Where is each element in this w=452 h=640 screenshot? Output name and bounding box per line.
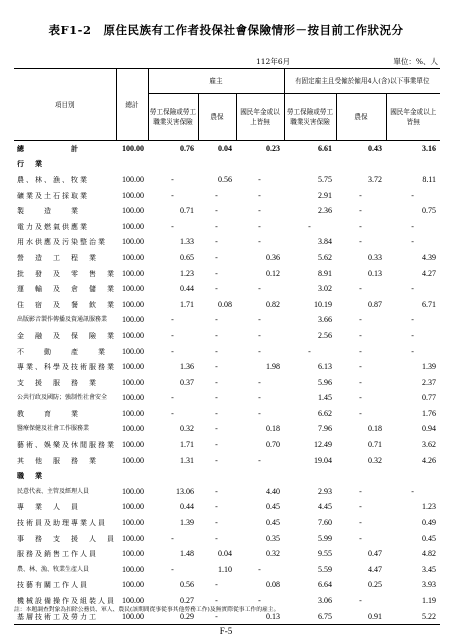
table-row [14,500,440,516]
cell-value: - [215,330,218,340]
footnote: 註：本題調查對象為扣除公務員、軍人、農民(該期間從事從事其他勞務工作)及無實際從事工作的雇主。 [14,607,280,613]
cell-value: 100.00 [122,252,144,262]
header-pension-1: 國民年金或以上皆無 [236,94,284,141]
cell-value: - [359,284,362,294]
cell-value: - [258,284,261,294]
row-label: 電力及燃氣供應業 [17,222,89,231]
cell-value: - [171,330,174,340]
cell-value [236,468,284,484]
cell-value: 0.27 [180,596,194,606]
cell-value: - [215,315,218,325]
cell-value: - [308,221,311,231]
cell-value: 4.39 [422,252,437,262]
cell-value: 100.00 [122,330,144,340]
row-label: 專業、科學及技術服務業 [17,363,116,372]
cell-value: - [359,362,362,372]
cell-value: 100.00 [122,284,144,294]
page-number: F-5 [219,626,233,636]
cell-value: 1.23 [180,268,194,278]
table-row [14,578,440,594]
row-label: 礦業及土石採取業 [17,191,89,200]
cell-value: 1.31 [180,455,194,465]
cell-value: 100.00 [122,268,144,278]
cell-value: - [258,330,261,340]
table-row [14,235,440,251]
cell-value [148,468,198,484]
cell-value: 1.39 [180,518,194,528]
cell-value: 1.33 [180,237,194,247]
cell-value: 0.04 [218,549,232,559]
cell-value: - [215,377,218,387]
cell-value: 1.76 [422,408,437,418]
row-label: 機械設備操作及組裝人員 [17,597,116,606]
cell-value: 4.47 [368,564,383,574]
cell-value: 0.94 [422,424,437,434]
cell-value: - [215,284,218,294]
cell-value: 3.16 [422,143,437,153]
cell-value: 0.56 [180,580,194,590]
row-label: 職 業 [17,471,44,481]
cell-value: 0.08 [266,580,281,590]
cell-value: - [359,206,362,216]
row-label: 其 他 服 務 業 [17,456,98,465]
cell-value: 3.66 [318,315,333,325]
cell-value: - [215,408,218,418]
cell-value: - [215,237,218,247]
cell-value: - [258,408,261,418]
header-farmer-2: 農保 [336,94,386,141]
cell-value: - [359,533,362,543]
cell-value: - [359,237,362,247]
cell-value: 9.55 [318,549,333,559]
cell-value: - [171,174,174,184]
cell-value: 4.40 [266,486,281,496]
row-label: 行 業 [17,159,44,169]
table-row [14,437,440,453]
header-farmer-1: 農保 [198,94,236,141]
row-label: 基層技術工及勞力工 [14,609,116,625]
row-label: 住 宿 及 餐 飲 業 [17,300,116,309]
cell-value: - [359,377,362,387]
cell-value: 5.62 [318,252,333,262]
row-label: 金 融 及 保 險 業 [17,331,116,340]
cell-value: 6.64 [318,580,333,590]
table-row [14,531,440,547]
row-label: 技術員及助理專業人員 [17,519,107,528]
cell-value: 0.75 [422,206,437,216]
cell-value: 0.56 [218,174,232,184]
cell-value: 6.13 [318,362,333,372]
cell-value: - [171,190,174,200]
table-row [14,453,440,469]
cell-value: 100.00 [122,315,144,325]
cell-value: 2.56 [318,330,333,340]
table-row [14,250,440,266]
cell-value: - [215,486,218,496]
cell-value: 3.93 [422,580,437,590]
cell-value: - [359,502,362,512]
cell-value: 1.36 [180,362,194,372]
cell-value [116,468,148,484]
cell-value: 5.96 [318,377,333,387]
cell-value: 5.22 [386,609,440,625]
cell-value: 100.00 [122,424,144,434]
cell-value: - [215,440,218,450]
row-label: 公共行政及國防；強制性社會安全 [17,394,108,402]
cell-value [236,157,284,173]
cell-value: - [258,174,261,184]
row-label: 技藝有關工作人員 [17,581,89,590]
header-employer: 雇主 [148,69,284,94]
cell-value: 0.35 [266,533,281,543]
cell-value: 100.00 [122,299,144,309]
cell-value: - [411,330,414,340]
table-row [14,515,440,531]
cell-value: 3.62 [422,440,437,450]
table-row [14,546,440,562]
cell-value: 0.45 [422,533,437,543]
row-label: 不 動 產 業 [17,347,107,356]
cell-value: 100.00 [122,143,144,153]
cell-value: - [171,564,174,574]
cell-value: - [215,580,218,590]
table-row [14,141,440,157]
cell-value: - [171,315,174,325]
cell-value: - [258,596,261,606]
table-row [14,297,440,313]
cell-value: 0.71 [180,206,194,216]
header-labor-2: 勞工保險或勞工職業災害保險 [284,94,336,141]
cell-value: - [359,221,362,231]
table-row [14,172,440,188]
cell-value: 0.82 [266,299,281,309]
table-meta [0,56,452,68]
data-table [14,68,440,625]
table-row [14,219,440,235]
cell-value: - [258,237,261,247]
table-row [14,468,440,484]
cell-value: 1.23 [422,502,437,512]
cell-value: - [359,486,362,496]
cell-value: - [215,533,218,543]
cell-value: 0.77 [422,393,437,403]
cell-value: 100.00 [122,486,144,496]
cell-value: 5.75 [318,174,333,184]
cell-value: - [359,346,362,356]
cell-value: 0.47 [368,549,383,559]
cell-value: - [411,190,414,200]
cell-value: 0.91 [336,609,386,625]
row-label: 農、林、漁、牧業生產人員 [17,565,90,573]
cell-value: 100.00 [122,564,144,574]
cell-value: 5.59 [318,564,333,574]
cell-value: - [215,502,218,512]
cell-value: - [215,252,218,262]
cell-value: - [359,596,362,606]
row-label: 教 育 業 [17,409,80,418]
cell-value: 0.37 [180,377,194,387]
cell-value: - [258,206,261,216]
cell-value: 2.36 [318,206,333,216]
row-label: 運 輸 及 倉 儲 業 [17,285,116,294]
table-row [14,157,440,173]
cell-value: 0.32 [368,455,383,465]
cell-value: 7.60 [318,518,333,528]
cell-value: 100.00 [122,190,144,200]
cell-value: 0.70 [266,440,281,450]
cell-value: - [258,190,261,200]
cell-value: 10.19 [314,299,333,309]
cell-value: 19.04 [314,455,333,465]
cell-value: 1.19 [422,596,437,606]
cell-value: 3.84 [318,237,333,247]
cell-value: - [359,315,362,325]
cell-value: 0.33 [368,252,383,262]
cell-value: 2.91 [318,190,333,200]
cell-value: - [359,518,362,528]
table-row [14,484,440,500]
cell-value: 100.00 [122,174,144,184]
row-label: 營 造 工 程 業 [17,253,98,262]
cell-value: 100.00 [122,440,144,450]
cell-value: 100.00 [122,596,144,606]
cell-value: 100.00 [122,206,144,216]
cell-value: - [359,393,362,403]
cell-value: 100.00 [122,455,144,465]
row-label: 民意代表、主管及經理人員 [17,487,90,495]
cell-value: 3.06 [318,596,333,606]
cell-value: 0.87 [368,299,383,309]
cell-value: - [171,533,174,543]
row-label: 事 務 支 援 人 員 [17,534,116,543]
cell-value: 7.96 [318,424,333,434]
survey-date: 112年6月 [256,57,291,66]
cell-value [198,468,236,484]
cell-value: - [411,237,414,247]
cell-value: 0.13 [236,609,284,625]
cell-value: 0.08 [218,299,232,309]
row-label: 農、林、漁、牧業 [17,175,89,184]
cell-value [336,157,386,173]
cell-value: 8.91 [318,268,333,278]
header-item: 項目別 [14,69,116,141]
cell-value: - [215,455,218,465]
cell-value: - [215,596,218,606]
cell-value: 100.00 [122,237,144,247]
cell-value: - [215,518,218,528]
cell-value: 6.71 [422,299,437,309]
cell-value: - [258,346,261,356]
cell-value: 2.93 [318,486,333,496]
cell-value: 100.00 [122,518,144,528]
cell-value: 0.32 [180,424,194,434]
cell-value: 8.11 [422,174,437,184]
cell-value: 3.02 [318,284,333,294]
header-total: 總計 [116,69,148,141]
cell-value: 100.00 [122,549,144,559]
row-label: 專 業 人 員 [17,503,80,512]
cell-value: 4.45 [318,502,333,512]
cell-value: 0.49 [422,518,437,528]
cell-value: - [411,221,414,231]
cell-value: 0.18 [368,424,383,434]
cell-value: - [359,190,362,200]
cell-value: - [258,221,261,231]
cell-value: 0.32 [266,549,281,559]
cell-value: - [171,221,174,231]
table-row [14,281,440,297]
row-label: 用水供應及污染整治業 [17,238,107,247]
cell-value: 100.00 [122,408,144,418]
cell-value: - [258,393,261,403]
cell-value: 6.75 [284,609,336,625]
cell-value: 0.04 [218,143,232,153]
cell-value [284,157,336,173]
cell-value: 5.99 [318,533,333,543]
cell-value: - [411,486,414,496]
cell-value: 6.61 [318,143,333,153]
cell-value: - [215,190,218,200]
cell-value: - [411,284,414,294]
cell-value: 6.62 [318,408,333,418]
header-labor-1: 勞工保險或勞工職業災害保險 [148,94,198,141]
row-label: 製 造 業 [17,207,80,216]
table-row [14,328,440,344]
table-row [14,375,440,391]
cell-value: - [171,346,174,356]
cell-value: 4.26 [422,455,437,465]
cell-value [198,157,236,173]
cell-value: 0.43 [368,143,383,153]
cell-value: 100.00 [122,393,144,403]
table-row [14,422,440,438]
cell-value: - [411,346,414,356]
cell-value: 100.00 [122,221,144,231]
cell-value: 0.76 [180,143,194,153]
cell-value: 1.45 [318,393,333,403]
cell-value: 3.45 [422,564,437,574]
cell-value: - [215,206,218,216]
table-title: 表F1-2 原住民族有工作者投保社會保險情形－按目前工作狀況分 [48,23,404,37]
cell-value: 100.00 [122,533,144,543]
cell-value: - [215,268,218,278]
cell-value: - [215,346,218,356]
cell-value: - [215,393,218,403]
cell-value: 100.00 [122,346,144,356]
cell-value: - [171,393,174,403]
cell-value: 1.10 [218,564,232,574]
table-row [14,391,440,407]
header-pension-2: 國民年金或以上皆無 [386,94,440,141]
cell-value: 0.18 [266,424,281,434]
table-row [14,188,440,204]
table-row [14,359,440,375]
row-label: 支 援 服 務 業 [17,378,98,387]
row-label: 服務及銷售工作人員 [17,550,98,559]
cell-value: - [215,221,218,231]
cell-value [116,157,148,173]
cell-value: - [215,424,218,434]
cell-value: 1.39 [422,362,437,372]
cell-value: 0.44 [180,502,194,512]
row-label: 總 計 [17,143,98,153]
cell-value: 1.48 [180,549,194,559]
table-row [14,562,440,578]
cell-value: 0.71 [368,440,383,450]
cell-value: 0.44 [180,284,194,294]
cell-value: 0.45 [266,518,281,528]
cell-value: - [215,362,218,372]
table-row [14,344,440,360]
cell-value: 0.12 [266,268,281,278]
cell-value: 0.29 [148,609,198,625]
table-row [14,313,440,329]
cell-value: 0.65 [180,252,194,262]
cell-value: 100.00 [122,580,144,590]
cell-value: 1.98 [266,362,281,372]
cell-value: 100.00 [122,377,144,387]
header-employer-sub: 有固定雇主且受僱於僱用4人(含)以下事業單位 [284,69,440,94]
row-label: 藝術、娛樂及休閒服務業 [17,441,116,450]
cell-value: - [258,315,261,325]
cell-value: - [198,609,236,625]
cell-value: 12.49 [314,440,333,450]
table-row [14,203,440,219]
cell-value: 100.00 [116,609,148,625]
table-row [14,266,440,282]
cell-value: 4.27 [422,268,437,278]
cell-value [386,468,440,484]
cell-value: - [258,455,261,465]
cell-value [336,468,386,484]
cell-value: - [258,377,261,387]
row-label: 批 發 及 零 售 業 [17,269,116,278]
cell-value [386,157,440,173]
cell-value: 4.82 [422,549,437,559]
cell-value: 3.72 [368,174,383,184]
cell-value: 0.25 [368,580,383,590]
cell-value: - [308,346,311,356]
cell-value: 100.00 [122,362,144,372]
cell-value: 1.71 [180,440,194,450]
unit-label: 單位：%、人 [393,57,438,66]
row-label: 出版影音製作傳播及資通訊服務業 [17,316,108,324]
cell-value [148,157,198,173]
cell-value: 100.00 [122,502,144,512]
cell-value: 0.13 [368,268,383,278]
cell-value: - [359,408,362,418]
cell-value: - [359,330,362,340]
cell-value: 0.36 [266,252,281,262]
cell-value [284,468,336,484]
cell-value: 13.06 [176,486,194,496]
cell-value: 2.37 [422,377,437,387]
cell-value: 0.23 [266,143,281,153]
cell-value: 1.71 [180,299,194,309]
row-label: 醫療保健及社會工作服務業 [17,425,90,433]
cell-value: - [171,408,174,418]
cell-value: - [258,564,261,574]
table-body [14,141,440,625]
cell-value: - [411,315,414,325]
cell-value: 0.45 [266,502,281,512]
table-row [14,406,440,422]
